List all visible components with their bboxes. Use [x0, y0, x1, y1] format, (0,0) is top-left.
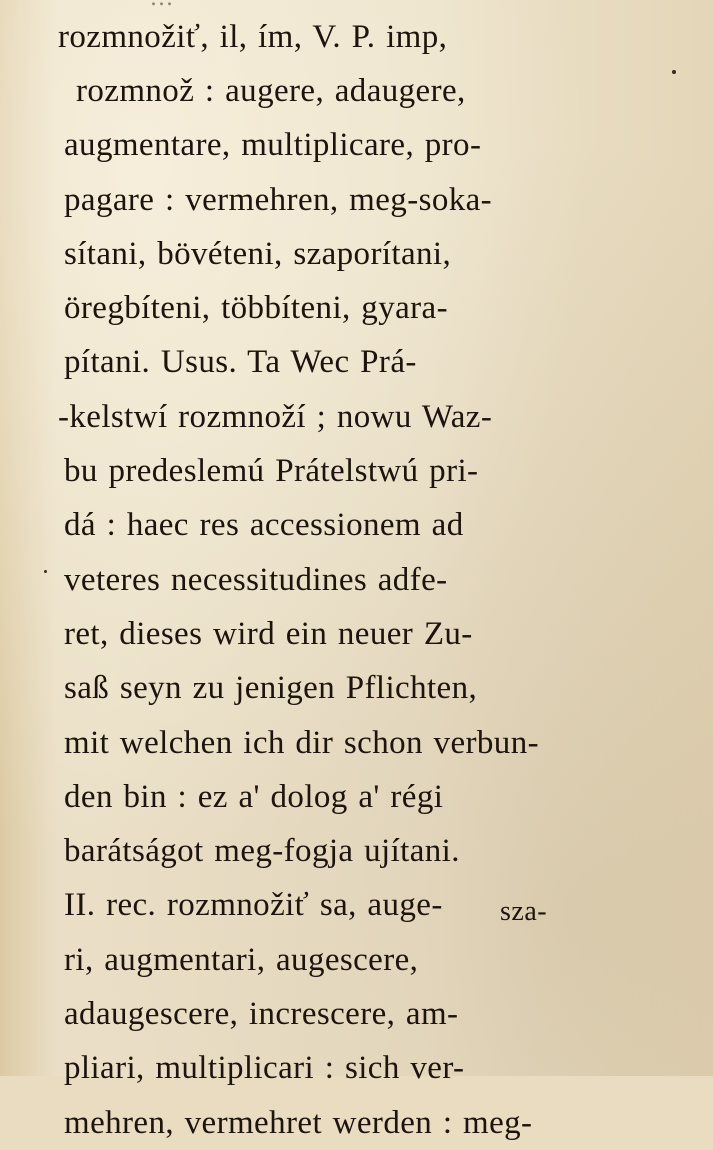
text-line-7: pítani. Usus. Ta Wec Prá-: [64, 344, 417, 381]
text-line-17: II. rec. rozmnožiť sa, auge-: [64, 887, 443, 924]
text-line-20: pliari, multiplicari : sich ver-: [64, 1050, 465, 1087]
text-line-3: augmentare, multiplicare, pro-: [64, 127, 482, 164]
text-line-19: adaugescere, increscere, am-: [64, 995, 459, 1032]
text-line-21: mehren, vermehret werden : meg-: [64, 1104, 533, 1141]
text-line-11: veteres necessitudines adfe-: [64, 561, 448, 598]
text-line-10: dá : haec res accessionem ad: [64, 507, 464, 544]
text-line-16: barátságot meg-fogja ujítani.: [64, 833, 460, 870]
text-line-8: -kelstwí rozmnoží ; nowu Waz-: [58, 398, 493, 435]
ink-speck: [44, 570, 47, 573]
text-line-1: rozmnožiť, il, ím, V. P. imp,: [58, 18, 448, 55]
text-line-14: mit welchen ich dir schon verbun-: [64, 724, 539, 761]
text-line-15: den bin : ez a' dolog a' régi: [64, 778, 444, 815]
catchword: sza-: [500, 896, 548, 927]
text-line-12: ret, dieses wird ein neuer Zu-: [64, 615, 473, 652]
ink-speck: [672, 70, 676, 74]
text-line-5: sítani, bövéteni, szaporítani,: [64, 235, 452, 272]
text-line-4: pagare : vermehren, meg-soka-: [64, 181, 493, 218]
text-line-18: ri, augmentari, augescere,: [64, 941, 419, 978]
text-line-6: öregbíteni, többíteni, gyara-: [64, 290, 448, 327]
text-block: [58, 10, 624, 1150]
text-line-9: bu predeslemú Prátelstwú pri-: [64, 453, 479, 490]
text-line-2: rozmnož : augere, adaugere,: [76, 72, 466, 109]
text-line-13: saß seyn zu jenigen Pflichten,: [64, 670, 478, 707]
